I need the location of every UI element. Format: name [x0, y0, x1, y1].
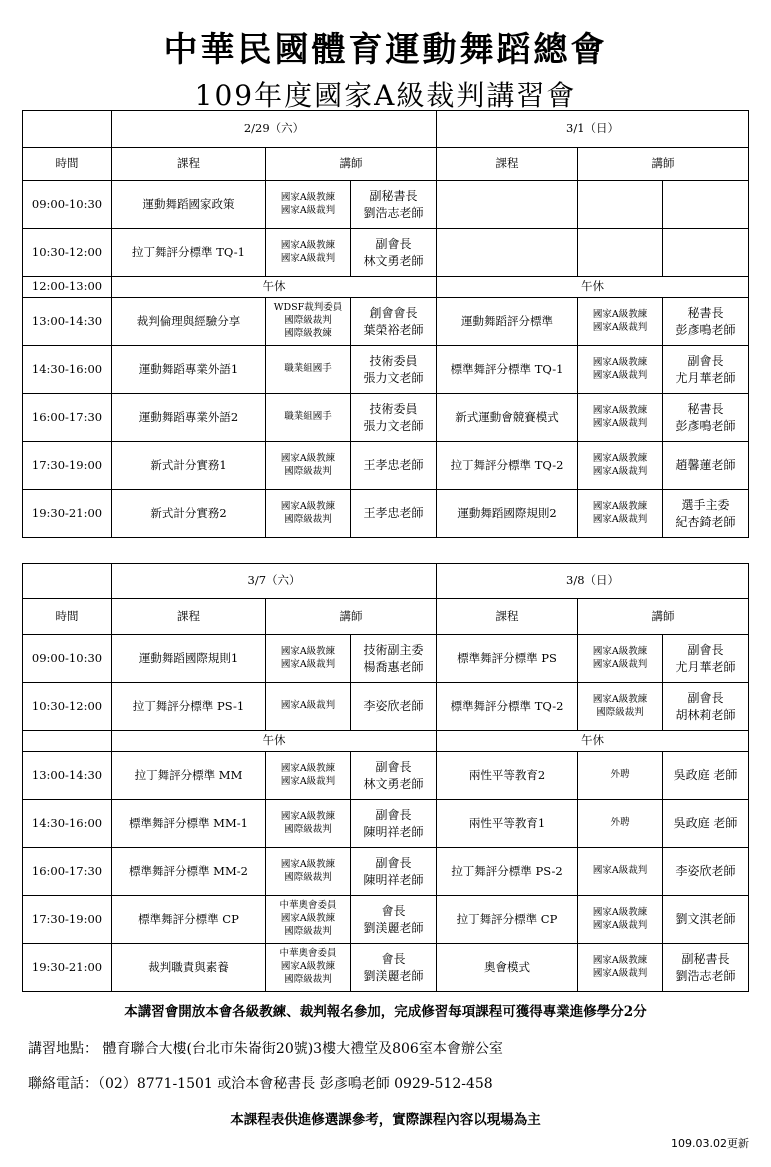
course-cell: 新式運動會競賽模式	[437, 394, 578, 442]
table-row	[23, 800, 749, 848]
corner-cell	[23, 564, 112, 599]
instructor-cell: 副會長 林文勇老師	[351, 752, 437, 800]
instructor-cell: 秘書長 彭彥鳴老師	[663, 298, 749, 346]
table-row	[23, 229, 749, 277]
qualification-cell: 中華奧會委員 國家A級教練 國際級裁判	[266, 944, 351, 992]
qualification-cell: 國家A級教練 國家A級裁判	[578, 896, 663, 944]
credit-note: 本講習會開放本會各級教練、裁判報名參加，完成修習每項課程可獲得專業進修學分2分	[124, 1004, 647, 1020]
day-header: 3/1（日）	[437, 111, 749, 148]
qualification-cell: 國家A級教練 國家A級裁判	[266, 229, 351, 277]
table-row	[23, 731, 749, 752]
time-cell: 13:00-14:30	[23, 298, 112, 346]
course-cell: 奧會模式	[437, 944, 578, 992]
lunch-break-cell: 午休	[437, 731, 749, 752]
course-cell: 運動舞蹈國際規則2	[437, 490, 578, 538]
qualification-cell: 外聘	[578, 752, 663, 800]
qualification-cell: 國家A級教練 國家A級裁判	[578, 442, 663, 490]
instructor-cell: 會長 劉渼麗老師	[351, 896, 437, 944]
course-cell: 兩性平等教育2	[437, 752, 578, 800]
time-cell: 16:00-17:30	[23, 848, 112, 896]
qualification-cell: 國家A級裁判	[266, 683, 351, 731]
table-row	[23, 490, 749, 538]
qualification-cell: 國家A級教練 國家A級裁判	[266, 752, 351, 800]
qualification-cell: 國家A級教練 國家A級裁判	[266, 635, 351, 683]
table-row	[23, 896, 749, 944]
instructor-cell: 秘書長 彭彥鳴老師	[663, 394, 749, 442]
instructor-cell: 副秘書長 劉浩志老師	[663, 944, 749, 992]
time-cell: 17:30-19:00	[23, 442, 112, 490]
instructor-cell: 技術副主委 楊喬惠老師	[351, 635, 437, 683]
table-row	[23, 944, 749, 992]
table-row	[23, 346, 749, 394]
table-row	[23, 442, 749, 490]
phone-info: 聯絡電話：（02）8771-1501 或洽本會秘書長 彭彥鳴老師 0929-512-458	[28, 1076, 493, 1092]
qualification-cell	[578, 181, 663, 229]
qualification-cell: 國家A級教練 國家A級裁判	[578, 346, 663, 394]
course-cell: 運動舞蹈專業外語1	[112, 346, 266, 394]
instructor-cell: 吳政庭 老師	[663, 752, 749, 800]
time-cell: 17:30-19:00	[23, 896, 112, 944]
time-cell	[23, 731, 112, 752]
course-cell: 拉丁舞評分標準 PS-2	[437, 848, 578, 896]
time-cell: 14:30-16:00	[23, 346, 112, 394]
qualification-cell: 國家A級教練 國家A級裁判	[578, 490, 663, 538]
course-cell: 裁判職責與素養	[112, 944, 266, 992]
course-cell: 兩性平等教育1	[437, 800, 578, 848]
instructor-cell: 李姿欣老師	[663, 848, 749, 896]
instructor-cell: 王孝忠老師	[351, 490, 437, 538]
qualification-cell	[578, 229, 663, 277]
qualification-cell: 職業組國手	[266, 394, 351, 442]
corner-cell	[23, 111, 112, 148]
instructor-cell: 副會長 尤月華老師	[663, 346, 749, 394]
location-info: 講習地點： 體育聯合大樓(台北市朱崙街20號)3樓大禮堂及806室本會辦公室	[28, 1041, 503, 1057]
qualification-cell: 國家A級教練 國家A級裁判	[578, 298, 663, 346]
time-cell: 16:00-17:30	[23, 394, 112, 442]
column-header-course: 課程	[437, 148, 578, 181]
qualification-cell: 國家A級教練 國際級裁判	[266, 848, 351, 896]
qualification-cell: 國家A級教練 國家A級裁判	[578, 635, 663, 683]
day-header: 3/7（六）	[112, 564, 437, 599]
course-cell: 新式計分實務2	[112, 490, 266, 538]
qualification-cell: 職業組國手	[266, 346, 351, 394]
course-cell: 標準舞評分標準 MM-2	[112, 848, 266, 896]
time-cell: 14:30-16:00	[23, 800, 112, 848]
instructor-cell: 李姿欣老師	[351, 683, 437, 731]
column-header-instructor: 講師	[266, 148, 437, 181]
qualification-cell: 國家A級教練 國家A級裁判	[266, 181, 351, 229]
table-row	[23, 683, 749, 731]
instructor-cell: 副會長 陳明祥老師	[351, 800, 437, 848]
course-cell: 運動舞蹈國家政策	[112, 181, 266, 229]
column-header-course: 課程	[437, 599, 578, 635]
course-cell	[437, 229, 578, 277]
instructor-cell	[663, 181, 749, 229]
course-cell: 標準舞評分標準 MM-1	[112, 800, 266, 848]
lunch-break-cell: 午休	[112, 731, 437, 752]
page-title: 中華民國體育運動舞蹈總會	[163, 30, 608, 70]
time-cell: 10:30-12:00	[23, 683, 112, 731]
schedule-table-week2	[22, 563, 749, 992]
qualification-cell: 外聘	[578, 800, 663, 848]
course-cell: 拉丁舞評分標準 TQ-2	[437, 442, 578, 490]
qualification-cell: 國家A級教練 國際級裁判	[266, 490, 351, 538]
instructor-cell: 副會長 陳明祥老師	[351, 848, 437, 896]
qualification-cell: 中華奧會委員 國家A級教練 國際級裁判	[266, 896, 351, 944]
column-header-instructor: 講師	[578, 148, 749, 181]
course-cell: 運動舞蹈國際規則1	[112, 635, 266, 683]
column-header-time: 時間	[23, 148, 112, 181]
instructor-cell: 吳政庭 老師	[663, 800, 749, 848]
course-cell: 運動舞蹈專業外語2	[112, 394, 266, 442]
qualification-cell: 國家A級教練 國家A級裁判	[578, 394, 663, 442]
qualification-cell: 國家A級教練 國際級裁判	[266, 800, 351, 848]
instructor-cell: 王孝忠老師	[351, 442, 437, 490]
instructor-cell: 副會長 尤月華老師	[663, 635, 749, 683]
day-header: 3/8（日）	[437, 564, 749, 599]
instructor-cell: 創會會長 葉榮裕老師	[351, 298, 437, 346]
time-cell: 19:30-21:00	[23, 944, 112, 992]
day-header: 2/29（六）	[112, 111, 437, 148]
column-header-instructor: 講師	[578, 599, 749, 635]
time-cell: 09:00-10:30	[23, 635, 112, 683]
time-cell: 10:30-12:00	[23, 229, 112, 277]
schedule-table-week1	[22, 110, 749, 538]
updated-date: 109.03.02更新	[671, 1137, 749, 1150]
instructor-cell: 技術委員 張力文老師	[351, 346, 437, 394]
course-cell: 運動舞蹈評分標準	[437, 298, 578, 346]
instructor-cell: 副會長 胡林莉老師	[663, 683, 749, 731]
lunch-break-cell: 午休	[437, 277, 749, 298]
course-cell: 標準舞評分標準 TQ-1	[437, 346, 578, 394]
qualification-cell: 國家A級教練 國際級裁判	[266, 442, 351, 490]
course-cell: 拉丁舞評分標準 MM	[112, 752, 266, 800]
course-cell: 裁判倫理與經驗分享	[112, 298, 266, 346]
table-row	[23, 394, 749, 442]
instructor-cell: 技術委員 張力文老師	[351, 394, 437, 442]
table-row	[23, 181, 749, 229]
disclaimer-note: 本課程表供進修選課參考，實際課程內容以現場為主	[230, 1112, 541, 1128]
time-cell: 13:00-14:30	[23, 752, 112, 800]
qualification-cell: WDSF裁判委員 國際級裁判 國際級教練	[266, 298, 351, 346]
time-cell: 12:00-13:00	[23, 277, 112, 298]
column-header-course: 課程	[112, 148, 266, 181]
table-row	[23, 635, 749, 683]
column-header-time: 時間	[23, 599, 112, 635]
instructor-cell: 劉文淇老師	[663, 896, 749, 944]
course-cell: 拉丁舞評分標準 PS-1	[112, 683, 266, 731]
column-header-instructor: 講師	[266, 599, 437, 635]
instructor-cell: 副秘書長 劉浩志老師	[351, 181, 437, 229]
qualification-cell: 國家A級教練 國際級裁判	[578, 683, 663, 731]
time-cell: 09:00-10:30	[23, 181, 112, 229]
page-subtitle: 109年度國家A級裁判講習會	[194, 79, 577, 112]
instructor-cell: 會長 劉渼麗老師	[351, 944, 437, 992]
course-cell: 拉丁舞評分標準 CP	[437, 896, 578, 944]
course-cell	[437, 181, 578, 229]
instructor-cell: 選手主委 紀杏錡老師	[663, 490, 749, 538]
time-cell: 19:30-21:00	[23, 490, 112, 538]
table-row	[23, 848, 749, 896]
qualification-cell: 國家A級裁判	[578, 848, 663, 896]
table-row	[23, 752, 749, 800]
course-cell: 標準舞評分標準 TQ-2	[437, 683, 578, 731]
column-header-course: 課程	[112, 599, 266, 635]
course-cell: 新式計分實務1	[112, 442, 266, 490]
table-row	[23, 298, 749, 346]
lunch-break-cell: 午休	[112, 277, 437, 298]
table-row	[23, 277, 749, 298]
instructor-cell	[663, 229, 749, 277]
instructor-cell: 副會長 林文勇老師	[351, 229, 437, 277]
course-cell: 標準舞評分標準 CP	[112, 896, 266, 944]
course-cell: 標準舞評分標準 PS	[437, 635, 578, 683]
course-cell: 拉丁舞評分標準 TQ-1	[112, 229, 266, 277]
qualification-cell: 國家A級教練 國家A級裁判	[578, 944, 663, 992]
instructor-cell: 趙馨蓮老師	[663, 442, 749, 490]
